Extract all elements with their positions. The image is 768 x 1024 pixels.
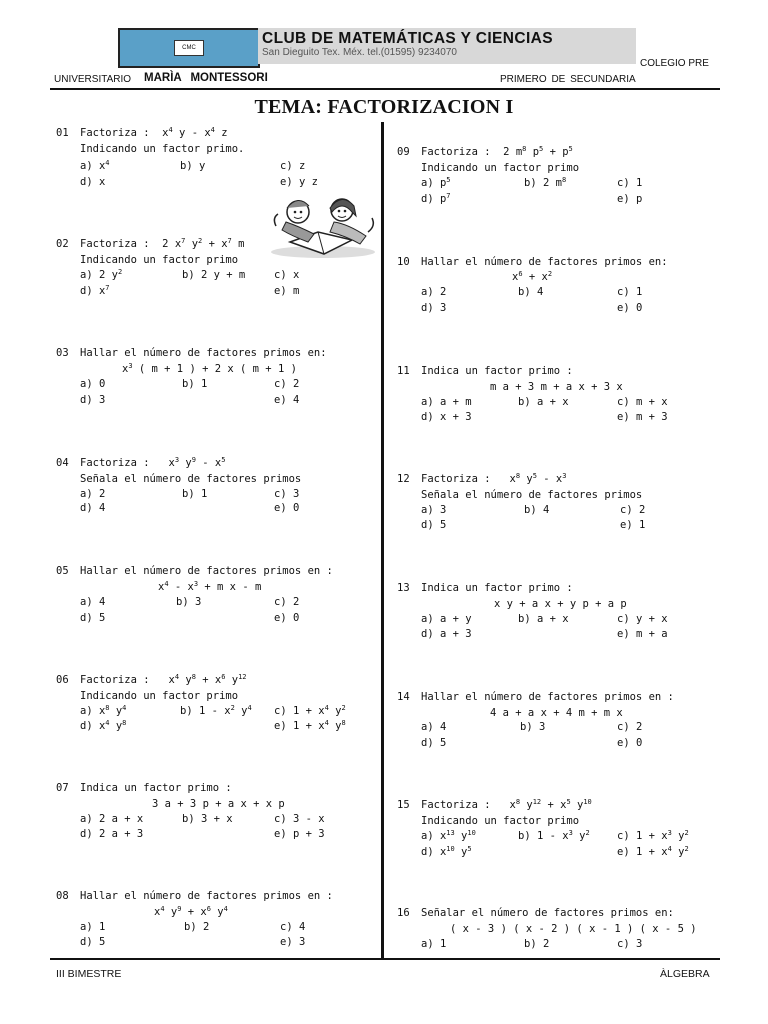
option-c: c) x — [274, 269, 300, 281]
option-c: c) 4 — [280, 921, 306, 933]
option-d: d) 5 — [80, 612, 106, 624]
problem-statement: Hallar el número de factores primos en : — [421, 691, 674, 703]
grade-label: PRIMERO DE SECUNDARIA — [500, 74, 636, 85]
problem-statement: Factoriza : $x^4$ $y^8 + x^6$ $y^{12}$ — [80, 673, 247, 686]
option-d: d) $x^7$ — [80, 284, 110, 297]
option-c: c) 1 — [617, 286, 643, 298]
option-d: d) $p^7$ — [421, 192, 451, 205]
option-b: b) 1 — [182, 378, 208, 390]
option-e: e) $1 + x^4$ $y^2$ — [617, 845, 689, 858]
problem-statement: Indica un factor primo : — [80, 782, 232, 794]
footer-rule — [50, 958, 720, 960]
option-e: e) y z — [280, 176, 318, 188]
option-d: d) 2 a + 3 — [80, 828, 144, 840]
problem-expression: 4 a + a x + 4 m + m x — [490, 707, 623, 719]
option-d: d) 3 — [80, 394, 106, 406]
problem-statement: Hallar el número de factores primos en : — [80, 890, 333, 902]
problem-statement: Indica un factor primo : — [421, 582, 573, 594]
option-a: a) 1 — [80, 921, 106, 933]
option-b: b) a + x — [518, 613, 569, 625]
problem-subtext: Indicando un factor primo — [421, 815, 580, 827]
colegio-label: COLEGIO PRE — [640, 58, 709, 69]
problem-expression: x y + a x + y p + a p — [494, 598, 627, 610]
footer-bimestre: III BIMESTRE — [56, 968, 122, 980]
problem-number: 08 — [56, 890, 69, 902]
option-a: a) $x^{13}$ $y^{10}$ — [421, 829, 476, 842]
problem-number: 10 — [397, 256, 410, 268]
option-b: b) 2 — [184, 921, 210, 933]
problem-statement: Indica un factor primo : — [421, 365, 573, 377]
reading-kids-illustration — [268, 182, 378, 260]
problem-subtext: Indicando un factor primo — [421, 162, 580, 174]
problem-number: 09 — [397, 146, 410, 158]
option-e: e) m — [274, 285, 300, 297]
club-logo — [118, 28, 260, 68]
logo-text: CMC — [174, 40, 204, 56]
problem-number: 02 — [56, 238, 69, 250]
option-e: e) $1 + x^4$ $y^8$ — [274, 719, 346, 732]
option-d: d) x + 3 — [421, 411, 472, 423]
option-b: b) 4 — [524, 504, 550, 516]
option-c: c) z — [280, 160, 306, 172]
option-d: d) 5 — [421, 519, 447, 531]
problem-number: 16 — [397, 907, 410, 919]
option-d: d) 4 — [80, 502, 106, 514]
option-a: a) 2 — [421, 286, 447, 298]
problem-expression: 3 a + 3 p + a x + x p — [152, 798, 285, 810]
option-b: b) 2 $m^8$ — [524, 176, 567, 189]
option-b: b) a + x — [518, 396, 569, 408]
option-a: a) 4 — [80, 596, 106, 608]
club-title: CLUB DE MATEMÁTICAS Y CIENCIAS — [262, 30, 554, 47]
option-c: c) 2 — [617, 721, 643, 733]
option-d: d) a + 3 — [421, 628, 472, 640]
problem-subtext: Indicando un factor primo. — [80, 143, 245, 155]
option-e: e) m + 3 — [617, 411, 668, 423]
option-a: a) 0 — [80, 378, 106, 390]
option-b: b) 1 — [182, 488, 208, 500]
problem-number: 05 — [56, 565, 69, 577]
option-a: a) 2 a + x — [80, 813, 144, 825]
problem-number: 04 — [56, 457, 69, 469]
universitario-label: UNIVERSITARIO — [54, 74, 132, 85]
problem-statement: Factoriza : $x^4$ y - $x^4$ z — [80, 126, 228, 139]
problem-statement: Hallar el número de factores primos en: — [421, 256, 668, 268]
problem-expression: ( x - 3 ) ( x - 2 ) ( x - 1 ) ( x - 5 ) — [450, 923, 697, 935]
column-divider — [381, 122, 384, 960]
option-e: e) m + a — [617, 628, 668, 640]
option-d: d) $x^4$ $y^8$ — [80, 719, 127, 732]
option-a: a) $p^5$ — [421, 176, 451, 189]
problem-number: 01 — [56, 127, 69, 139]
option-a: a) 1 — [421, 938, 447, 950]
header-rule — [50, 88, 720, 90]
school-name: MARÌA MONTESSORI — [144, 72, 268, 84]
problem-number: 03 — [56, 347, 69, 359]
option-c: c) 3 — [617, 938, 643, 950]
option-b: b) 3 — [520, 721, 546, 733]
option-b: b) $1 - x^3$ $y^2$ — [518, 829, 590, 842]
problem-number: 06 — [56, 674, 69, 686]
option-c: c) 2 — [274, 596, 300, 608]
problem-subtext: Señala el número de factores primos — [80, 473, 302, 485]
problem-number: 07 — [56, 782, 69, 794]
option-c: c) 3 — [274, 488, 300, 500]
page-title: TEMA: FACTORIZACION I — [254, 96, 514, 118]
problem-statement: Hallar el número de factores primos en: — [80, 347, 327, 359]
option-e: e) p — [617, 193, 643, 205]
option-d: d) x — [80, 176, 106, 188]
option-a: a) a + y — [421, 613, 472, 625]
problem-subtext: Indicando un factor primo — [80, 690, 239, 702]
option-a: a) 4 — [421, 721, 447, 733]
option-e: e) 1 — [620, 519, 646, 531]
option-e: e) 0 — [274, 502, 300, 514]
club-address: San Dieguito Tex. Méx. tel.(01595) 9234070 — [262, 47, 457, 58]
option-c: c) 2 — [274, 378, 300, 390]
option-d: d) 5 — [80, 936, 106, 948]
option-b: b) y — [180, 160, 206, 172]
problem-number: 11 — [397, 365, 410, 377]
problem-expression: m a + 3 m + a x + 3 x — [490, 381, 623, 393]
problem-statement: Factoriza : 2 $m^8$ $p^5 + p^5$ — [421, 145, 573, 158]
option-e: e) 0 — [617, 737, 643, 749]
problem-statement: Hallar el número de factores primos en : — [80, 565, 333, 577]
option-a: a) $x^4$ — [80, 159, 110, 172]
option-a: a) 2 — [80, 488, 106, 500]
problem-statement: Factoriza : 2 $x^7$ $y^2 + x^7$ m — [80, 237, 245, 250]
option-b: b) 4 — [518, 286, 544, 298]
option-b: b) 3 + x — [182, 813, 233, 825]
option-d: d) $x^{10}$ $y^5$ — [421, 845, 472, 858]
problem-number: 15 — [397, 799, 410, 811]
problem-statement: Factoriza : $x^8$ $y^5 - x^3$ — [421, 472, 567, 485]
option-d: d) 5 — [421, 737, 447, 749]
option-b: b) $1 - x^2$ $y^4$ — [180, 704, 252, 717]
option-b: b) 2 y + m — [182, 269, 246, 281]
option-c: c) $1 + x^4$ $y^2$ — [274, 704, 346, 717]
option-c: c) 1 — [617, 177, 643, 189]
problem-expression: $x^3$ ( m + 1 ) + 2 x ( m + 1 ) — [122, 362, 297, 375]
option-c: c) 3 - x — [274, 813, 325, 825]
option-c: c) 2 — [620, 504, 646, 516]
problem-subtext: Indicando un factor primo — [80, 254, 239, 266]
option-a: a) $x^8$ $y^4$ — [80, 704, 127, 717]
problem-expression: $x^4$ $y^9 + x^6$ $y^4$ — [154, 905, 228, 918]
option-b: b) 3 — [176, 596, 202, 608]
option-e: e) 3 — [280, 936, 306, 948]
option-d: d) 3 — [421, 302, 447, 314]
footer-subject: ÀLGEBRA — [660, 968, 710, 980]
problem-number: 12 — [397, 473, 410, 485]
problem-number: 13 — [397, 582, 410, 594]
option-a: a) 2 $y^2$ — [80, 268, 123, 281]
problem-statement: Factoriza : $x^8$ $y^{12} + x^5$ $y^{10}$ — [421, 798, 592, 811]
problem-expression: $x^6 + x^2$ — [512, 270, 553, 283]
option-a: a) a + m — [421, 396, 472, 408]
option-e: e) 0 — [274, 612, 300, 624]
option-a: a) 3 — [421, 504, 447, 516]
option-c: c) m + x — [617, 396, 668, 408]
option-e: e) p + 3 — [274, 828, 325, 840]
problem-subtext: Señala el número de factores primos — [421, 489, 643, 501]
option-c: c) $1 + x^3$ $y^2$ — [617, 829, 689, 842]
option-e: e) 4 — [274, 394, 300, 406]
problem-statement: Señalar el número de factores primos en: — [421, 907, 674, 919]
option-c: c) y + x — [617, 613, 668, 625]
option-b: b) 2 — [524, 938, 550, 950]
option-e: e) 0 — [617, 302, 643, 314]
problem-number: 14 — [397, 691, 410, 703]
problem-expression: $x^4 - x^3 + m$ x - m — [158, 580, 262, 593]
problem-statement: Factoriza : $x^3$ $y^9 - x^5$ — [80, 456, 226, 469]
